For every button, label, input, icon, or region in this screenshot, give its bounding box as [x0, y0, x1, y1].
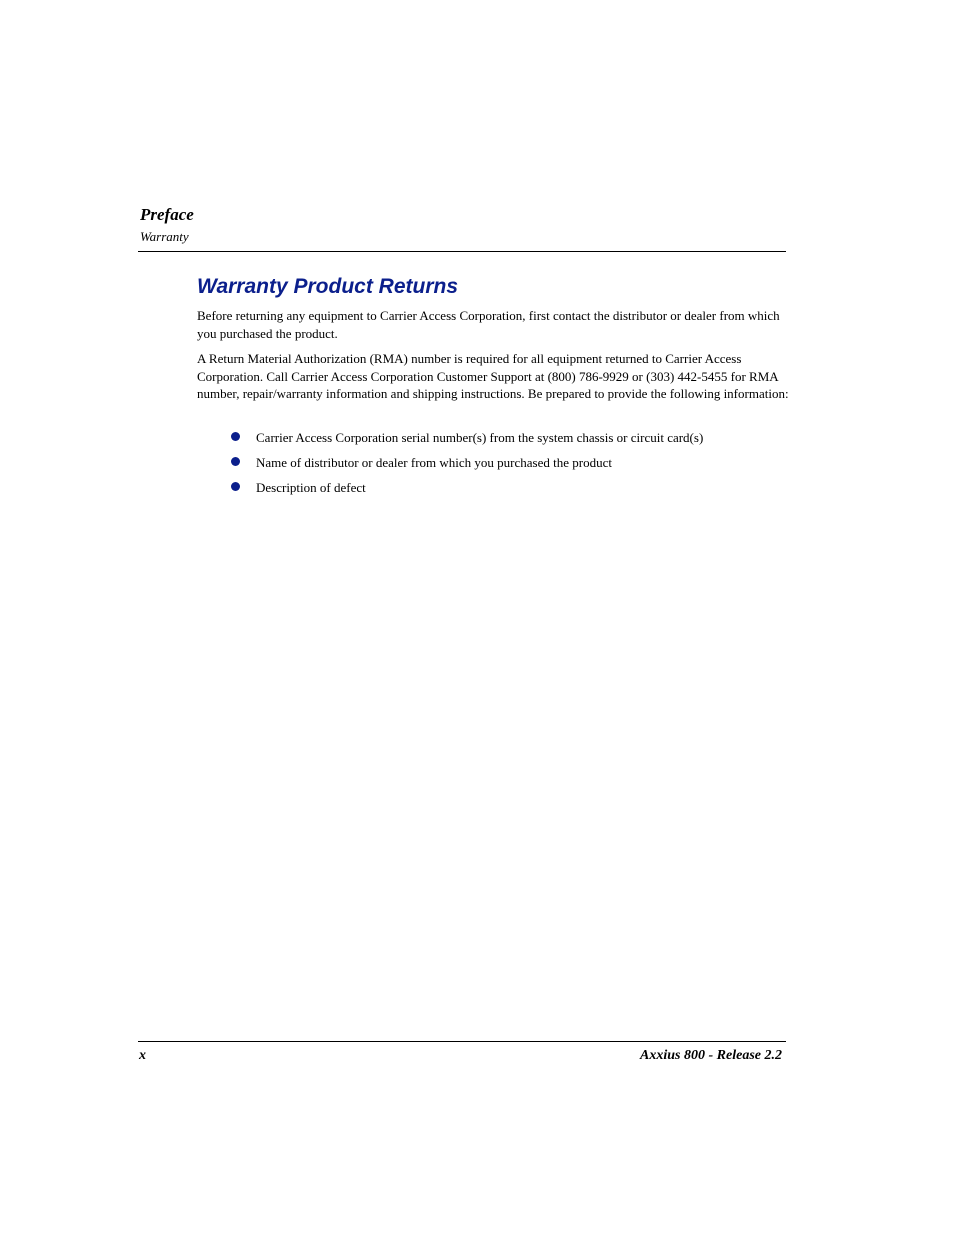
header-section-title: Warranty [140, 229, 189, 244]
footer-divider [138, 1041, 786, 1042]
list-item-text: Description of defect [256, 480, 366, 495]
footer-page-number: x [139, 1048, 146, 1063]
list-item-text: Carrier Access Corporation serial number(s) from the system chassis or circuit card(s) [256, 430, 704, 445]
header-chapter-title: Preface [140, 205, 194, 224]
page-heading: Warranty Product Returns [197, 275, 458, 298]
footer-document-title: Axxius 800 - Release 2.2 [640, 1048, 782, 1063]
bullet-dot-icon [231, 482, 240, 491]
bullet-dot-icon [231, 457, 240, 466]
paragraph-intro: Before returning any equipment to Carrier Access Corporation, first contact the distributor or dealer from which you purchased the product. [197, 308, 780, 341]
header-divider [138, 251, 786, 252]
bullet-dot-icon [231, 432, 240, 441]
list-item-text: Name of distributor or dealer from which you purchased the product [256, 455, 612, 470]
paragraph-rma: A Return Material Authorization (RMA) number is required for all equipment returned to Carrier Access Corporation. Call Carrier Access Corporation Customer Support at (800) 786-9929 or (303) 442-5455 for RMA number, repair/warranty information and shipping instructions. Be prepared to provide the following information: [197, 351, 789, 401]
